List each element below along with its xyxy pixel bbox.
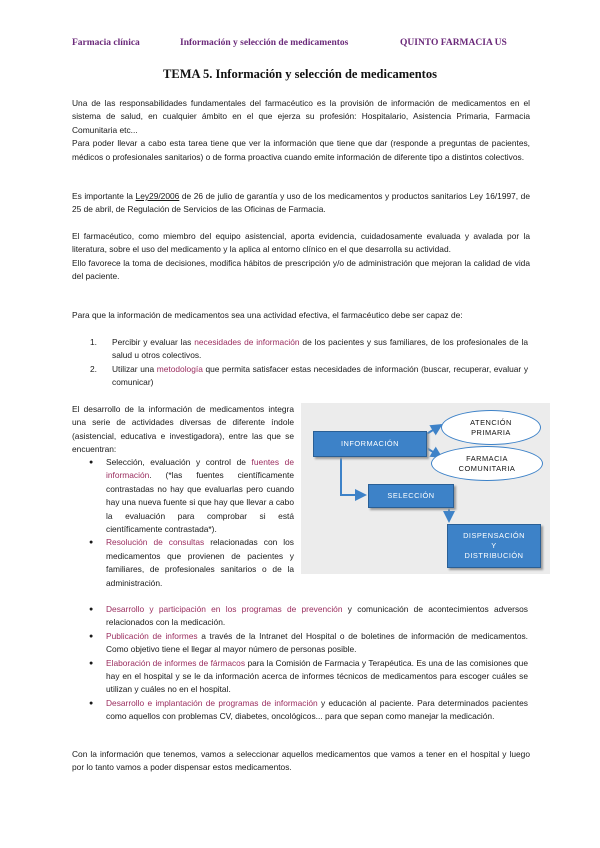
list-item: ● Elaboración de informes de fármacos para la Comisión de Farmacia y Terapéutica. Es una de las comisiones que hay en el hospital y se le da información acerca de informes técnicos de medicamentos para escoger cuáles se utilizan y cuáles no en el hospital.	[86, 657, 528, 697]
numbered-list	[90, 336, 528, 390]
list-number: 1.	[90, 337, 97, 347]
header-subject: Farmacia clínica	[72, 38, 140, 48]
list-item: ● Desarrollo e implantación de programas de información y educación al paciente. Para determinados pacientes como aquellos con problemas CV, diabetes, oncológicos... para que sepan como manejar la medicación.	[86, 697, 528, 724]
bullet-list-wide	[86, 603, 528, 724]
page-title: TEMA 5. Información y selección de medicamentos	[163, 67, 437, 81]
paragraph-text: Para poder llevar a cabo esta tarea tiene que ver la información que tiene que dar (responde a preguntas de pacientes, médicos o profesionales sanitarios) o de forma proactiva cuando emite información de diferente tipo a distintos colectivos.	[72, 138, 530, 162]
list-item: ● Publicación de informes a través de la Intranet del Hospital o de boletines de información de medicamentos. Como objetivo tiene el llegar al mayor número de personas posible.	[86, 630, 528, 657]
highlight-text: necesidades de información	[194, 337, 300, 347]
list-item: 2. Utilizar una metodología que permita satisfacer estas necesidades de información (buscar, recuperar, evaluar y comunicar)	[90, 363, 529, 388]
list-item: ● Resolución de consultas relacionadas con los medicamentos que provienen de pacientes y familiares, de profesionales sanitarios o de la administración.	[86, 536, 294, 590]
highlight-text: Resolución de consultas	[106, 537, 205, 548]
page-header	[72, 38, 532, 52]
paragraph-text: Es importante la	[72, 191, 136, 201]
paragraph-text: Una de las responsabilidades fundamentales del farmacéutico es la provisión de información de medicamentos en el sistema de salud, en cualquier ámbito en el que ejerza su profesión: Hospitalario, Asistencia Primaria, Farmacia Comunitaria etc...	[72, 98, 530, 135]
paragraph-activities	[72, 403, 294, 457]
paragraph-text: El desarrollo de la información de medicamentos integra una serie de actividades diversas de diferente índole (asistencial, educativa e investigadora), entre las que se encuentran:	[72, 404, 294, 455]
highlight-text: Elaboración de informes de fármacos	[106, 657, 246, 668]
highlight-text: Desarrollo y participación en los programas de prevención	[106, 604, 343, 614]
paragraph-text: El farmacéutico, como miembro del equipo asistencial, aporta evidencia, cuidadosamente evaluada y avalada por la literatura, sobre el uso del medicamento y la aplica al entorno clínico en el que desarrolla su actividad.	[72, 231, 530, 255]
paragraph-pharmacist	[72, 230, 530, 284]
highlight-text: metodología	[156, 363, 203, 374]
list-item: 1. Percibir y evaluar las necesidades de información de los pacientes y sus familiares, de los profesionales de la salud u otros colectivos.	[90, 337, 528, 361]
paragraph-law	[72, 190, 530, 217]
node-informacion: INFORMACIÓN	[313, 431, 427, 457]
list-item: ● Desarrollo y participación en los programas de prevención y comunicación de acontecimientos adversos relacionados con la medicación.	[86, 603, 528, 630]
paragraph-text: Ello favorece la toma de decisiones, modifica hábitos de prescripción y/o de administración que mejoran la calidad de vida del paciente.	[72, 257, 530, 282]
node-farmacia-comunitaria: FARMACIA COMUNITARIA	[431, 446, 543, 481]
header-topic: Información y selección de medicamentos	[180, 38, 349, 48]
paragraph-text: de 26 de julio de garantía y uso de los medicamentos y productos sanitarios Ley 16/1997, de 25 de abril, de Regulación de Servicios de las Oficinas de Farmacia.	[72, 191, 531, 215]
paragraph-conclusion	[72, 748, 530, 775]
paragraph-capabilities	[72, 309, 530, 322]
highlight-text: Desarrollo e implantación de programas de información	[106, 697, 318, 708]
process-diagram	[301, 403, 550, 574]
node-atencion-primaria: ATENCIÓN PRIMARIA	[441, 410, 541, 445]
node-dispensacion-distribucion: DISPENSACIÓN Y DISTRIBUCIÓN	[447, 524, 541, 568]
paragraph-text: Con la información que tenemos, vamos a seleccionar aquellos medicamentos que vamos a tener en el hospital y luego por lo tanto vamos a poder dispensar estos medicamentos.	[72, 749, 530, 773]
bullet-list-narrow	[86, 456, 294, 590]
list-item: ● Selección, evaluación y control de fuentes de información. (*las fuentes científicamente contrastadas no hay que evaluarlas pero cuando hay una nueva fuente si que hay que llevar a cabo la evaluación para comprobar si está científicamente contrastada*).	[86, 456, 294, 536]
paragraph-intro	[72, 97, 530, 164]
header-course: QUINTO FARMACIA US	[400, 38, 507, 48]
highlight-text: Publicación de informes	[106, 630, 198, 641]
paragraph-text: Para que la información de medicamentos sea una actividad efectiva, el farmacéutico debe ser capaz de:	[72, 310, 463, 320]
arrow-to-seleccion	[341, 455, 365, 495]
arrow-to-atencion	[425, 425, 441, 435]
list-number: 2.	[90, 363, 97, 374]
law-link[interactable]: Ley29/2006	[135, 191, 180, 201]
highlight-text: fuentes de información	[106, 457, 294, 481]
node-seleccion: SELECCIÓN	[368, 484, 454, 508]
